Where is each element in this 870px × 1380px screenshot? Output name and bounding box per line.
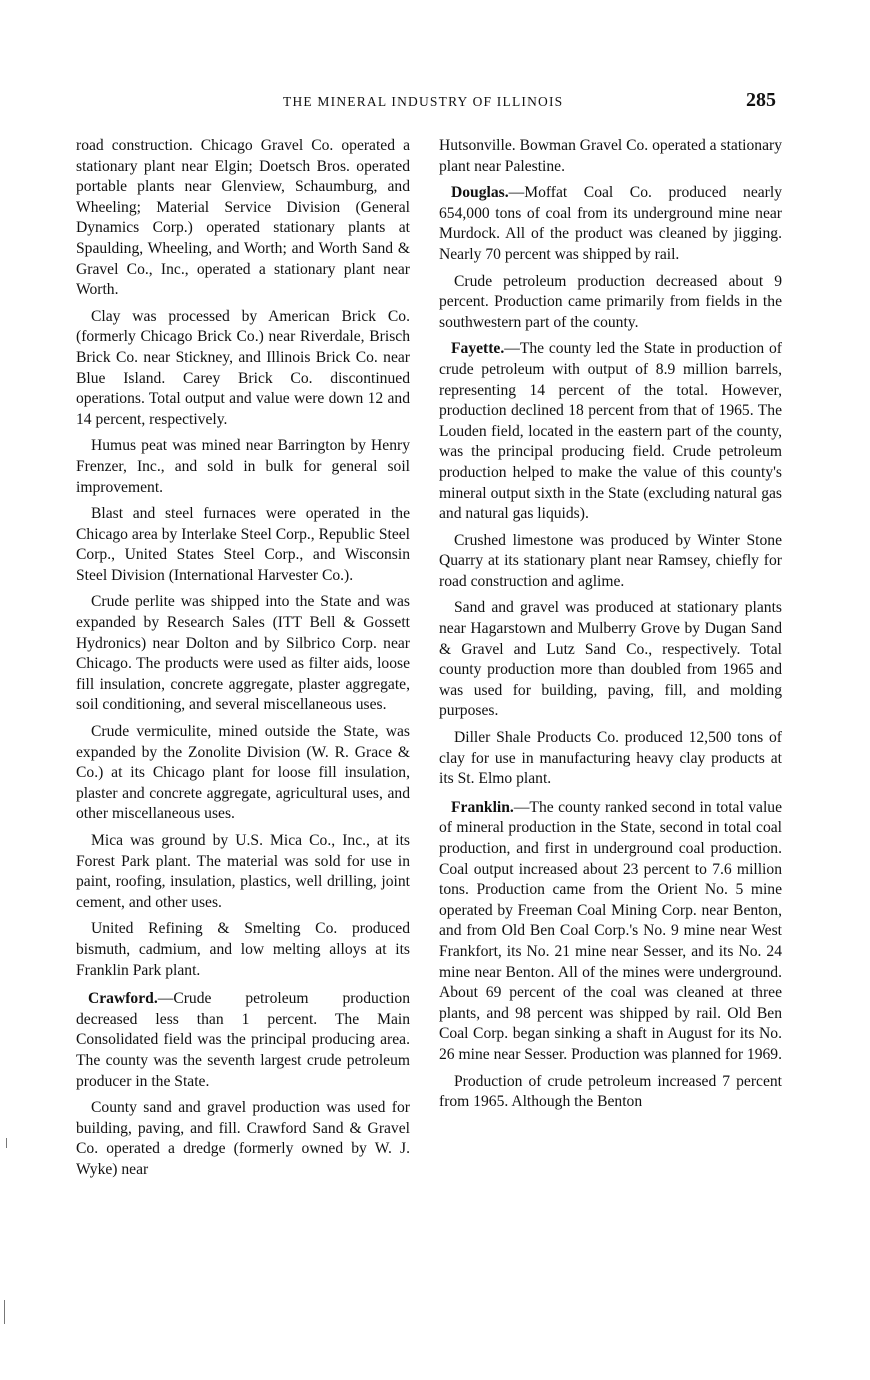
page-header <box>0 91 870 117</box>
crawford-text: —Crude petroleum production decreased less than 1 percent. The Main Consolidated field was the principal producing area. The county was the seventh largest crude petroleum producer in the State. <box>76 990 410 1090</box>
paragraph-franklin-petroleum: Production of crude petroleum increased 7 percent from 1965. Although the Benton <box>439 1072 782 1111</box>
county-heading-douglas: Douglas. <box>451 184 509 202</box>
scan-mark-bottom <box>4 1300 5 1324</box>
county-heading-fayette: Fayette. <box>451 340 505 358</box>
scan-mark-mid <box>6 1138 7 1148</box>
running-title: THE MINERAL INDUSTRY OF ILLINOIS <box>283 94 564 109</box>
paragraph-perlite: Crude perlite was shipped into the State and was expanded by Research Sales (ITT Bell & Gossett Hydronics) near Dolton and by Silbrico Corp. near Chicago. The products were used as filter aids, loose fill insulation, concrete aggregate, plaster aggregate, soil conditioning, and several miscellaneous uses. <box>76 593 410 714</box>
paragraph-vermiculite: Crude vermiculite, mined outside the State, was expanded by the Zonolite Division (W. R. Grace & Co.) at its Chicago plant for loose fill insulation, plaster and concrete aggregate, agricultural uses, and other miscellaneous uses. <box>76 723 410 823</box>
paragraph-fayette-sand-gravel: Sand and gravel was produced at stationary plants near Hagarstown and Mulberry Grove by Dugan Sand & Gravel and Lutz Sand Co., respectively. Total county production more than doubled from 1965 and was used for building, paving, fill, and molding purposes. <box>439 599 782 720</box>
franklin-text: —The county ranked second in total value of mineral production in the State, second in total coal production, and first in underground coal production. Coal output increased about 23 percent to 7.6 million tons. Production came from the Orient No. 5 mine operated by Freeman Coal Mining Corp. near Benton, and from Old Ben Coal Corp.'s No. 9 mine near West Frankfort, its No. 21 mine near Sesser, and its No. 24 mine near Benton. All of the mines were underground. About 69 percent of the coal was cleaned at three plants, and 98 percent was shipped by rail. Old Ben Coal Corp. began sinking a shaft in August for its No. 26 mine near Sesser. Production was planned for 1969. <box>439 798 782 1063</box>
paragraph-mica: Mica was ground by U.S. Mica Co., Inc., at its Forest Park plant. The material was sold for use in paint, roofing, insulation, plastics, well drilling, joint cement, and other uses. <box>76 832 410 911</box>
section-douglas <box>439 183 782 265</box>
douglas-text: —Moffat Coal Co. produced nearly 654,000 tons of coal from its underground mine near Murdock. All of the product was cleaned by jigging. Nearly 70 percent was shipped by rail. <box>439 184 782 263</box>
paragraph-sand-gravel-cont: road construction. Chicago Gravel Co. operated a stationary plant near Elgin; Doetsch Bros. operated portable plants near Glenview, Schaumburg, and Wheeling; Material Service Division (General Dynamics Corp.) operated stationary plants at Spaulding, Wheeling, and Worth; and Worth Sand & Gravel Co., Inc., operated a stationary plant near Worth. <box>76 137 410 299</box>
paragraph-douglas-petroleum: Crude petroleum production decreased about 9 percent. Production came primarily from fields in the southwestern part of the county. <box>439 272 782 331</box>
paragraph-crawford-sand-gravel: County sand and gravel production was used for building, paving, and fill. Crawford Sand & Gravel Co. operated a dredge (formerly owned by W. J. Wyke) near <box>76 1099 410 1178</box>
paragraph-humus-peat: Humus peat was mined near Barrington by Henry Frenzer, Inc., and sold in bulk for general soil improvement. <box>76 437 410 496</box>
paragraph-blast-furnaces: Blast and steel furnaces were operated in the Chicago area by Interlake Steel Corp., Republic Steel Corp., United States Steel Corp., and Wisconsin Steel Division (International Harvester Co.). <box>76 505 410 584</box>
page-number: 285 <box>746 89 776 111</box>
left-column <box>76 136 410 1187</box>
county-heading-crawford: Crawford. <box>88 990 158 1008</box>
right-column <box>439 136 782 1119</box>
paragraph-fayette-limestone: Crushed limestone was produced by Winter Stone Quarry at its stationary plant near Ramsey, chiefly for road construction and aglime. <box>439 531 782 590</box>
paragraph-refining: United Refining & Smelting Co. produced bismuth, cadmium, and low melting alloys at its Franklin Park plant. <box>76 920 410 979</box>
section-franklin <box>439 798 782 1066</box>
paragraph-clay: Clay was processed by American Brick Co. (formerly Chicago Brick Co.) near Riverdale, Brisch Brick Co. near Stickney, and Illinois Brick Co. near Blue Island. Carey Brick Co. discontinued operations. Total output and value were down 12 and 14 percent, respectively. <box>76 307 410 428</box>
county-heading-franklin: Franklin. <box>451 798 514 816</box>
paragraph-crawford-cont: Hutsonville. Bowman Gravel Co. operated a stationary plant near Palestine. <box>439 137 782 175</box>
section-crawford <box>76 989 410 1092</box>
fayette-text: —The county led the State in production of crude petroleum with output of 8.9 million barrels, representing 14 percent of the total. However, production declined 18 percent from that of 1965. The Louden field, located in the eastern part of the county, was the principal producing field. Crude petroleum production helped to make the value of this county's mineral output sixth in the State (excluding natural gas and natural gas liquids). <box>439 340 782 523</box>
paragraph-fayette-clay: Diller Shale Products Co. produced 12,500 tons of clay for use in manufacturing heavy clay products at its St. Elmo plant. <box>439 729 782 788</box>
section-fayette <box>439 339 782 524</box>
